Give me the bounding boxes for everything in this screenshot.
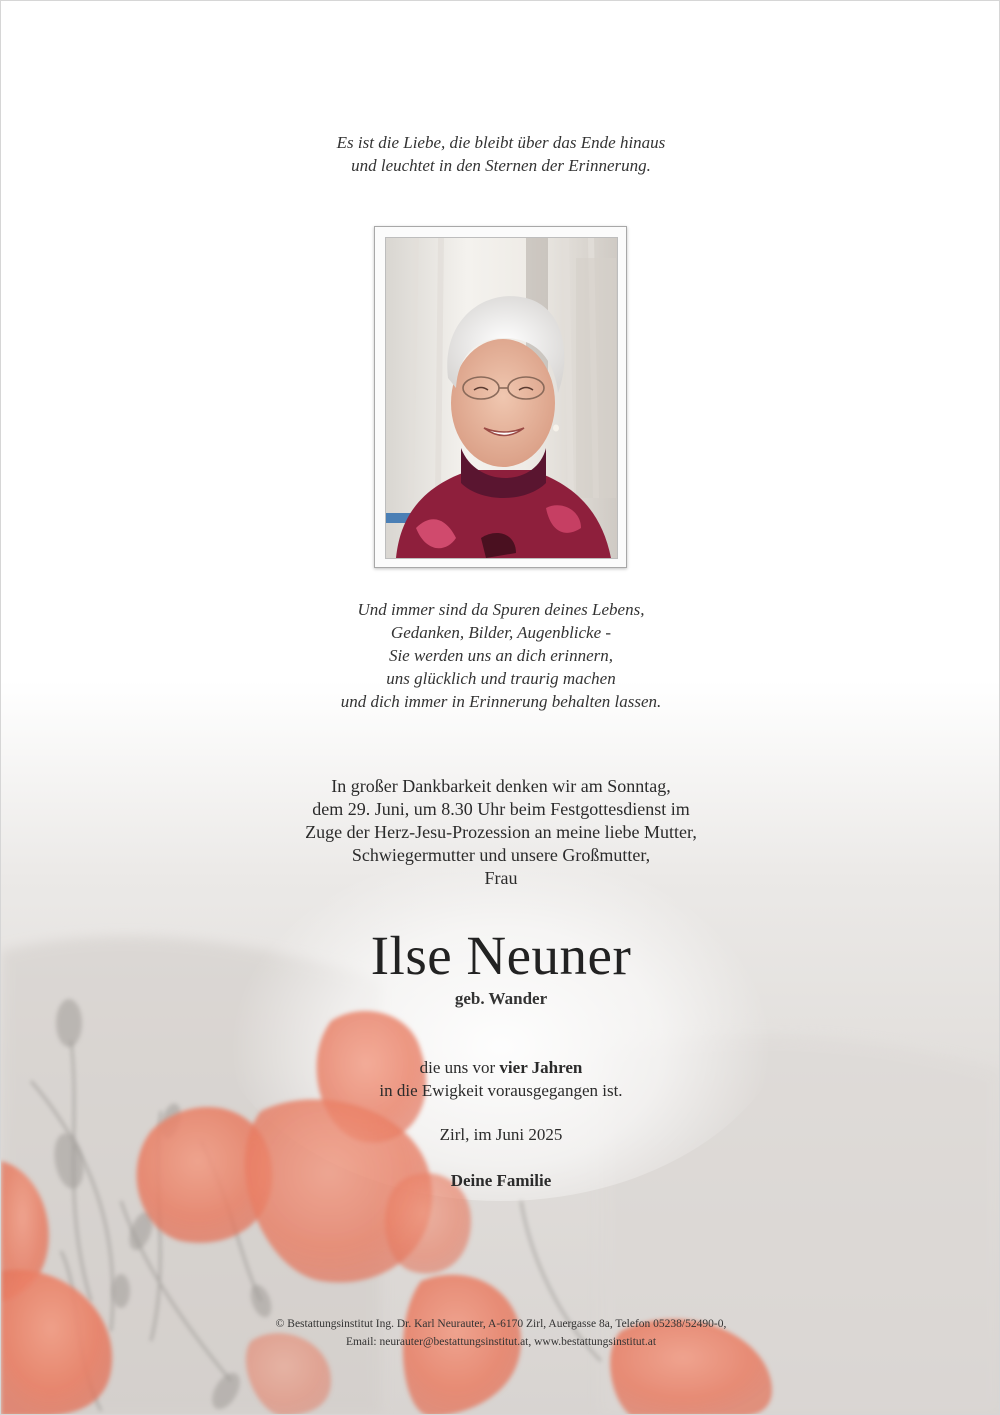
- poem-line: und dich immer in Erinnerung behalten lassen.: [340, 692, 662, 711]
- signature: Deine Familie: [450, 1171, 552, 1190]
- announcement-line: Frau: [484, 868, 518, 888]
- quote-line: Es ist die Liebe, die bleibt über das Ende hinaus: [336, 133, 666, 152]
- footer-line: Email: neurauter@bestattungsinstitut.at, www.bestattungsinstitut.at: [345, 1336, 657, 1348]
- announcement-line: In großer Dankbarkeit denken wir am Sonntag,: [331, 776, 671, 796]
- poem-line: Und immer sind da Spuren deines Lebens,: [357, 600, 645, 619]
- poem-line: Gedanken, Bilder, Augenblicke -: [390, 623, 612, 642]
- poem-line: uns glücklich und traurig machen: [386, 669, 616, 688]
- quote-line: und leuchtet in den Sternen der Erinnerung.: [351, 156, 651, 175]
- passing-line-1: [1, 1056, 1000, 1079]
- portrait-image: [386, 238, 617, 558]
- funeral-home-footer: [1, 1315, 1000, 1351]
- passing-prefix: die uns vor: [419, 1058, 500, 1077]
- footer-line: © Bestattungsinstitut Ing. Dr. Karl Neurauter, A-6170 Zirl, Auergasse 8a, Telefon 05238/52490-0,: [275, 1318, 727, 1330]
- poem-line: Sie werden uns an dich erinnern,: [388, 646, 614, 665]
- maiden-name: geb. Wander: [454, 989, 548, 1008]
- portrait-frame: [374, 226, 627, 568]
- place-date: Zirl, im Juni 2025: [439, 1125, 563, 1144]
- memorial-announcement: [1, 775, 1000, 890]
- portrait-photo: [385, 237, 618, 559]
- deceased-name: Ilse Neuner: [370, 925, 632, 986]
- announcement-line: Schwiegermutter und unsere Großmutter,: [351, 845, 651, 865]
- passing-line-2: in die Ewigkeit vorausgegangen ist.: [379, 1081, 623, 1100]
- opening-quote: [1, 131, 1000, 177]
- passing-duration: vier Jahren: [499, 1058, 583, 1077]
- announcement-line: Zuge der Herz-Jesu-Prozession an meine liebe Mutter,: [305, 822, 697, 842]
- announcement-line: dem 29. Juni, um 8.30 Uhr beim Festgottesdienst im: [312, 799, 690, 819]
- poem: [1, 598, 1000, 713]
- passing-statement: [1, 1056, 1000, 1102]
